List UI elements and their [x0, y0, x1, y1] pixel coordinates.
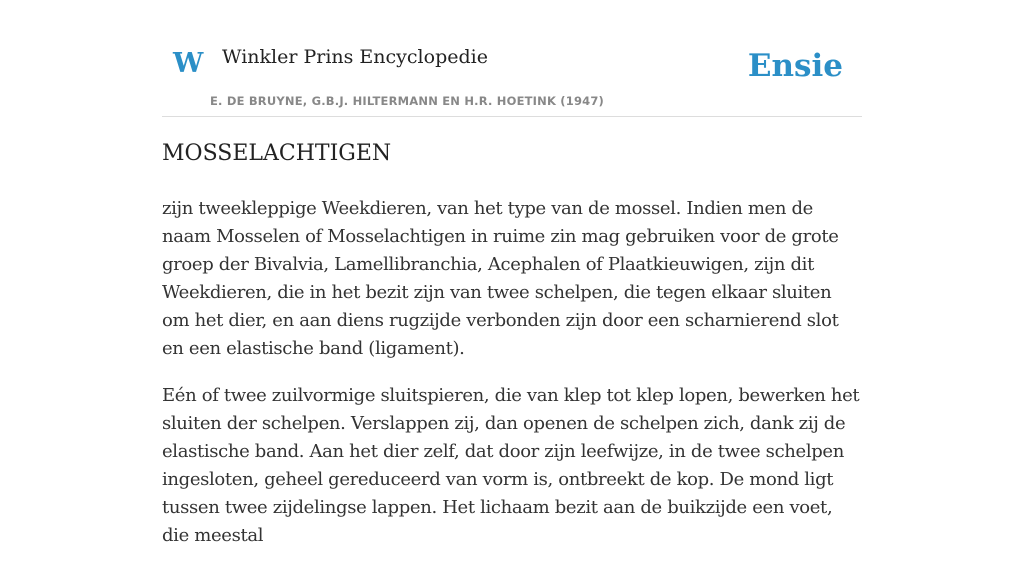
article-paragraph-2: Eén of twee zuilvormige sluitspieren, die van klep tot klep lopen, bewerken het sluiten der schelpen. Verslappen zij, dan openen de schelpen zich, dank zij de elastische band. Aan het dier zelf, dat door zijn leefwijze, in de twee schelpen ingesloten, geheel gereduceerd van vorm is, ontbreekt de kop. De mond ligt tussen twee zijdelingse lappen. Het lichaam bezit aan de buikzijde een voet, die meestal — [162, 384, 860, 546]
source-header — [162, 0, 862, 117]
source-authors: E. DE BRUYNE, G.B.J. HILTERMANN EN H.R. HOETINK (1947) — [210, 94, 605, 108]
article-paragraph-1: zijn tweekleppige Weekdieren, van het type van de mossel. Indien men de naam Mosselen of Mosselachtigen in ruime zin mag gebruiken voor de grote groep der Bivalvia, Lamellibranchia, Acephalen of Plaatkieuwigen, zijn dit Weekdieren, die in het bezit zijn van twee schelpen, die tegen elkaar sluiten om het dier, en aan diens rugzijde verbonden zijn door een scharnierend slot en een elastische band (ligament). — [162, 197, 839, 359]
ensie-logo[interactable]: Ensie — [747, 48, 843, 84]
article — [162, 140, 862, 569]
article-title: MOSSELACHTIGEN — [162, 141, 392, 166]
source-title[interactable]: Winkler Prins Encyclopedie — [222, 46, 488, 68]
winkler-prins-logo[interactable]: W — [173, 48, 204, 79]
